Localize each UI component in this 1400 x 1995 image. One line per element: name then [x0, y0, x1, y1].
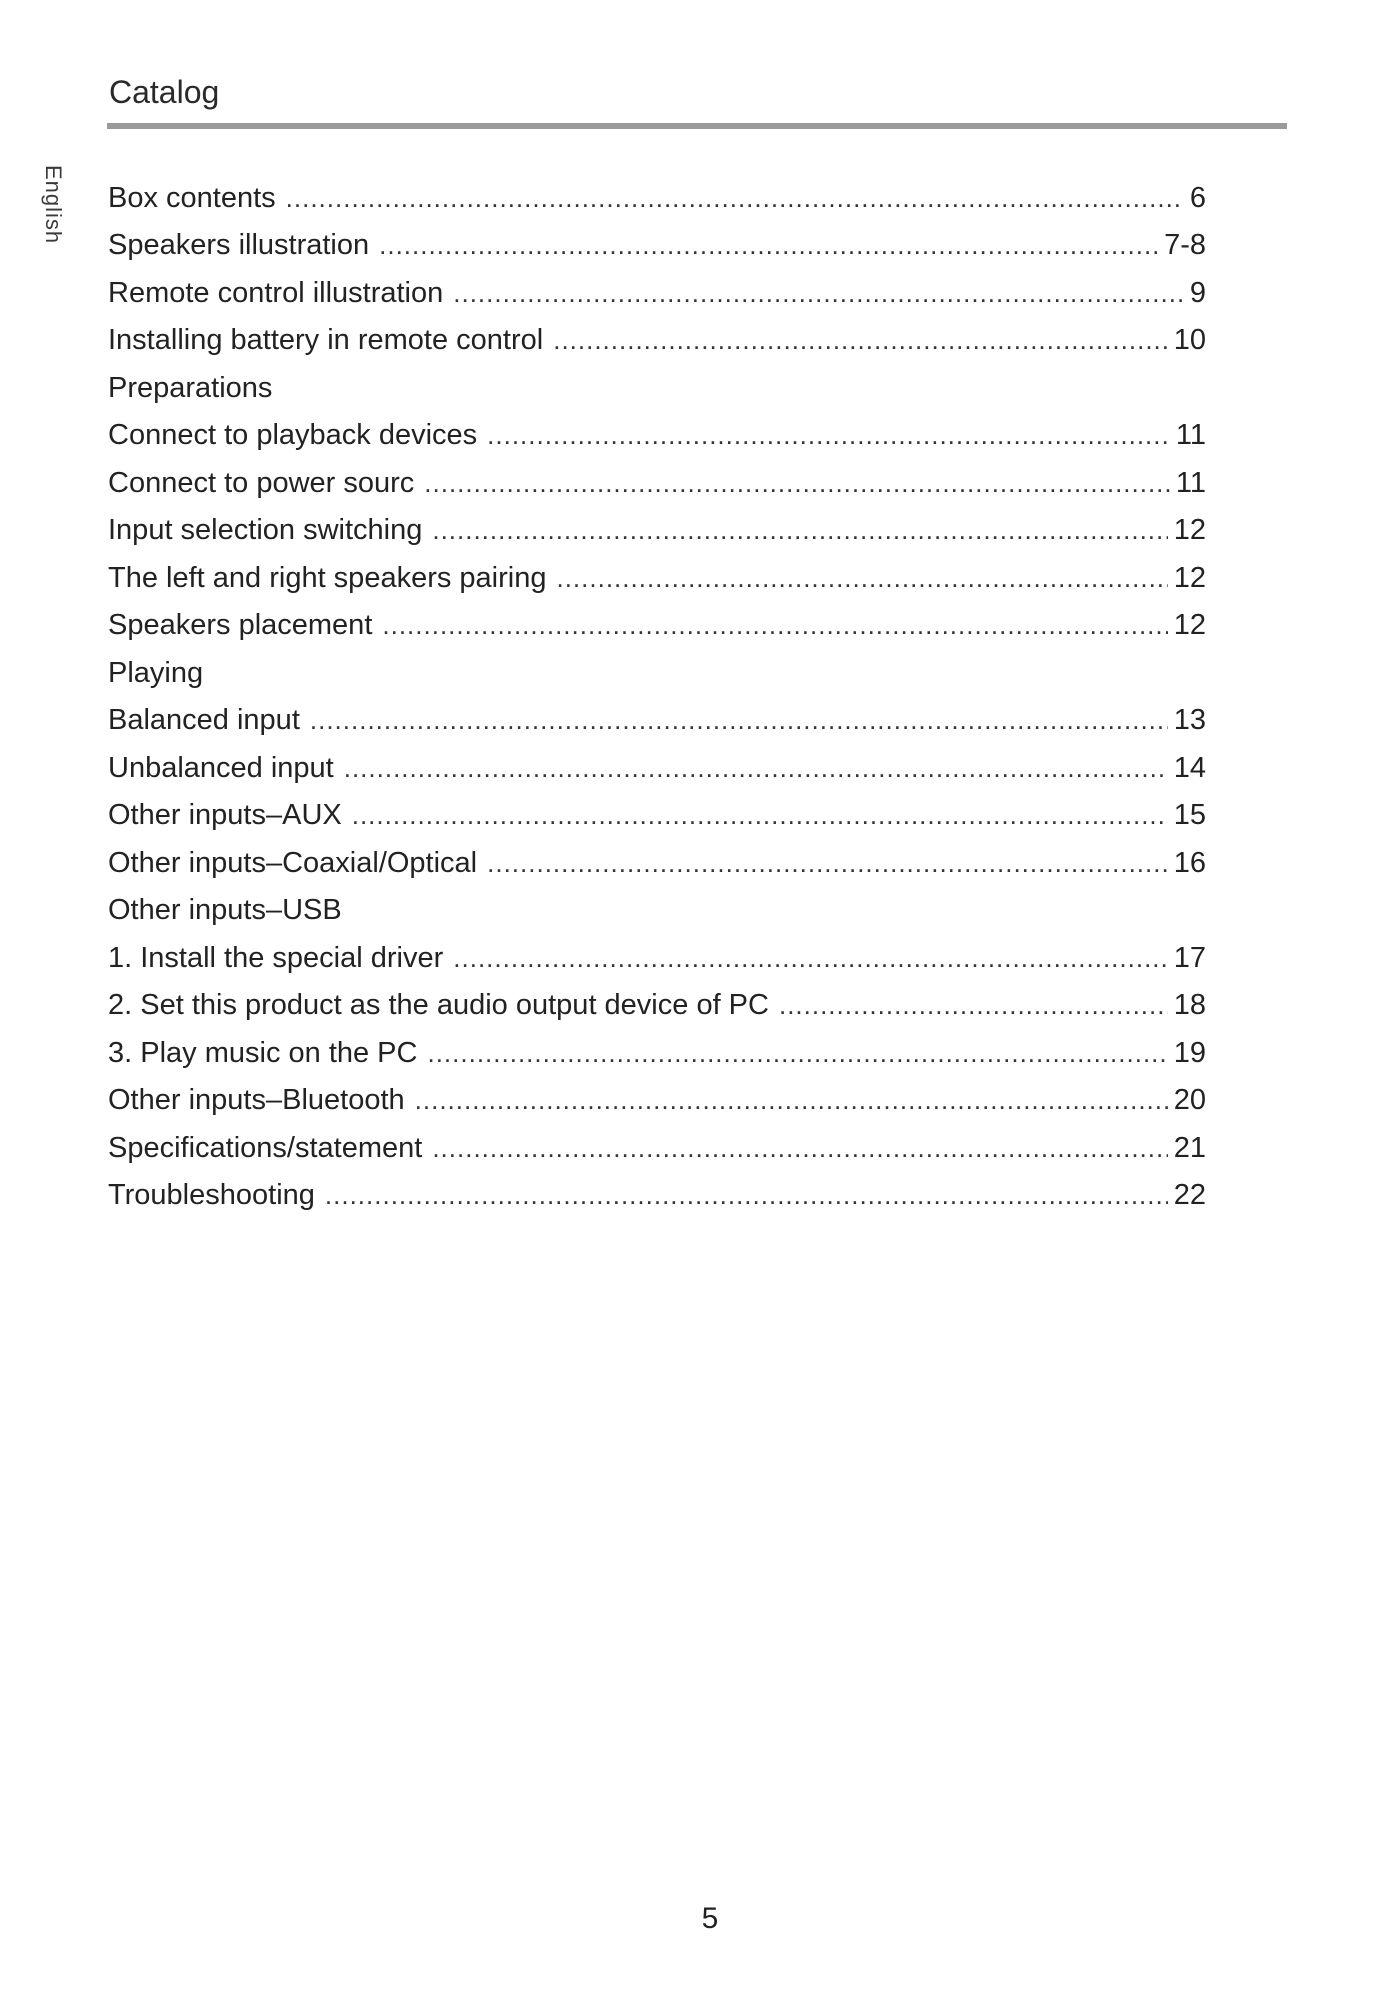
toc-entry[interactable]: [108, 1124, 1206, 1172]
toc-entry-page: 19: [1173, 1036, 1206, 1069]
toc-entry-page: 12: [1173, 609, 1206, 642]
toc-dot-leader: [487, 845, 1168, 881]
toc-entry-label: Unbalanced input: [108, 751, 334, 784]
page-number: 5: [701, 1902, 719, 1935]
toc-entry[interactable]: [108, 412, 1206, 460]
toc-entry[interactable]: [108, 174, 1206, 222]
toc-dot-leader: [325, 1177, 1168, 1213]
toc-entry-page: 13: [1173, 704, 1206, 737]
toc-entry-page: 7-8: [1164, 229, 1206, 262]
toc-entry[interactable]: [108, 317, 1206, 365]
toc-entry[interactable]: [108, 697, 1206, 745]
toc-entry-label: The left and right speakers pairing: [108, 561, 547, 594]
toc-entry-page: 12: [1173, 514, 1206, 547]
toc-section-heading: [108, 887, 1206, 935]
toc-entry[interactable]: [108, 792, 1206, 840]
toc-entry[interactable]: [108, 982, 1206, 1030]
toc-entry-label: Troubleshooting: [108, 1179, 315, 1212]
toc-section-heading: [108, 364, 1206, 412]
toc-entry-label: 3. Play music on the PC: [108, 1036, 418, 1069]
toc-entry[interactable]: [108, 269, 1206, 317]
page-title: Catalog: [109, 74, 220, 110]
toc-entry[interactable]: [108, 1029, 1206, 1077]
toc-entry-label: Other inputs–Bluetooth: [108, 1084, 405, 1117]
toc-entry-label: Speakers illustration: [108, 229, 370, 262]
toc-entry-label: Other inputs–AUX: [108, 799, 342, 832]
toc-entry-page: 16: [1173, 846, 1206, 879]
toc-entry-page: 15: [1173, 799, 1206, 832]
toc-dot-leader: [556, 560, 1167, 596]
toc-entry-label: Input selection switching: [108, 514, 423, 547]
toc-entry-page: 18: [1173, 989, 1206, 1022]
toc-dot-leader: [453, 940, 1167, 976]
toc-entry-page: 10: [1173, 324, 1206, 357]
toc-dot-leader: [487, 417, 1170, 453]
toc-entry-page: 17: [1173, 941, 1206, 974]
toc-dot-leader: [453, 275, 1184, 311]
toc-entry-label: Installing battery in remote control: [108, 324, 544, 357]
toc-dot-leader: [427, 1035, 1167, 1071]
toc-entry-page: 6: [1189, 181, 1206, 214]
toc-entry[interactable]: [108, 744, 1206, 792]
toc-entry-label: Connect to power sourc: [108, 466, 415, 499]
toc-dot-leader: [432, 512, 1167, 548]
toc-dot-leader: [553, 322, 1168, 358]
toc-entry-label: 2. Set this product as the audio output device of PC: [108, 989, 769, 1022]
toc-entry[interactable]: [108, 459, 1206, 507]
toc-dot-leader: [415, 1082, 1168, 1118]
toc-entry-label: Specifications/statement: [108, 1131, 423, 1164]
toc-dot-leader: [424, 465, 1170, 501]
language-label: English: [41, 165, 66, 245]
toc-entry[interactable]: [108, 839, 1206, 887]
toc-dot-leader: [779, 987, 1168, 1023]
toc-dot-leader: [382, 607, 1167, 643]
toc-section-heading: [108, 649, 1206, 697]
toc-entry-page: 12: [1173, 561, 1206, 594]
toc-entry[interactable]: [108, 602, 1206, 650]
toc-dot-leader: [352, 797, 1168, 833]
toc-entry[interactable]: [108, 554, 1206, 602]
toc-entry-page: 14: [1173, 751, 1206, 784]
toc-entry-label: Preparations: [108, 371, 273, 404]
toc-entry-page: 9: [1189, 276, 1206, 309]
header-divider: [107, 123, 1287, 129]
toc-entry-page: 21: [1173, 1131, 1206, 1164]
toc-entry[interactable]: [108, 507, 1206, 555]
toc-entry-label: Other inputs–Coaxial/Optical: [108, 846, 478, 879]
toc-entry-label: Other inputs–USB: [108, 894, 342, 927]
toc-dot-leader: [432, 1130, 1167, 1166]
toc-entry[interactable]: [108, 222, 1206, 270]
toc-entry-label: Balanced input: [108, 704, 300, 737]
table-of-contents: [108, 174, 1206, 1219]
toc-entry-page: 11: [1175, 419, 1206, 452]
toc-entry[interactable]: [108, 1172, 1206, 1220]
toc-dot-leader: [310, 702, 1168, 738]
toc-entry-label: Remote control illustration: [108, 276, 444, 309]
toc-entry-page: 22: [1173, 1179, 1206, 1212]
toc-entry-page: 11: [1175, 466, 1206, 499]
toc-dot-leader: [344, 750, 1168, 786]
toc-entry-label: Speakers placement: [108, 609, 373, 642]
toc-dot-leader: [379, 227, 1158, 263]
toc-entry-label: Box contents: [108, 181, 276, 214]
toc-entry[interactable]: [108, 1077, 1206, 1125]
toc-entry-label: Playing: [108, 656, 204, 689]
toc-entry-label: 1. Install the special driver: [108, 941, 444, 974]
toc-dot-leader: [286, 180, 1184, 216]
toc-entry-page: 20: [1173, 1084, 1206, 1117]
toc-entry[interactable]: [108, 934, 1206, 982]
toc-entry-label: Connect to playback devices: [108, 419, 478, 452]
